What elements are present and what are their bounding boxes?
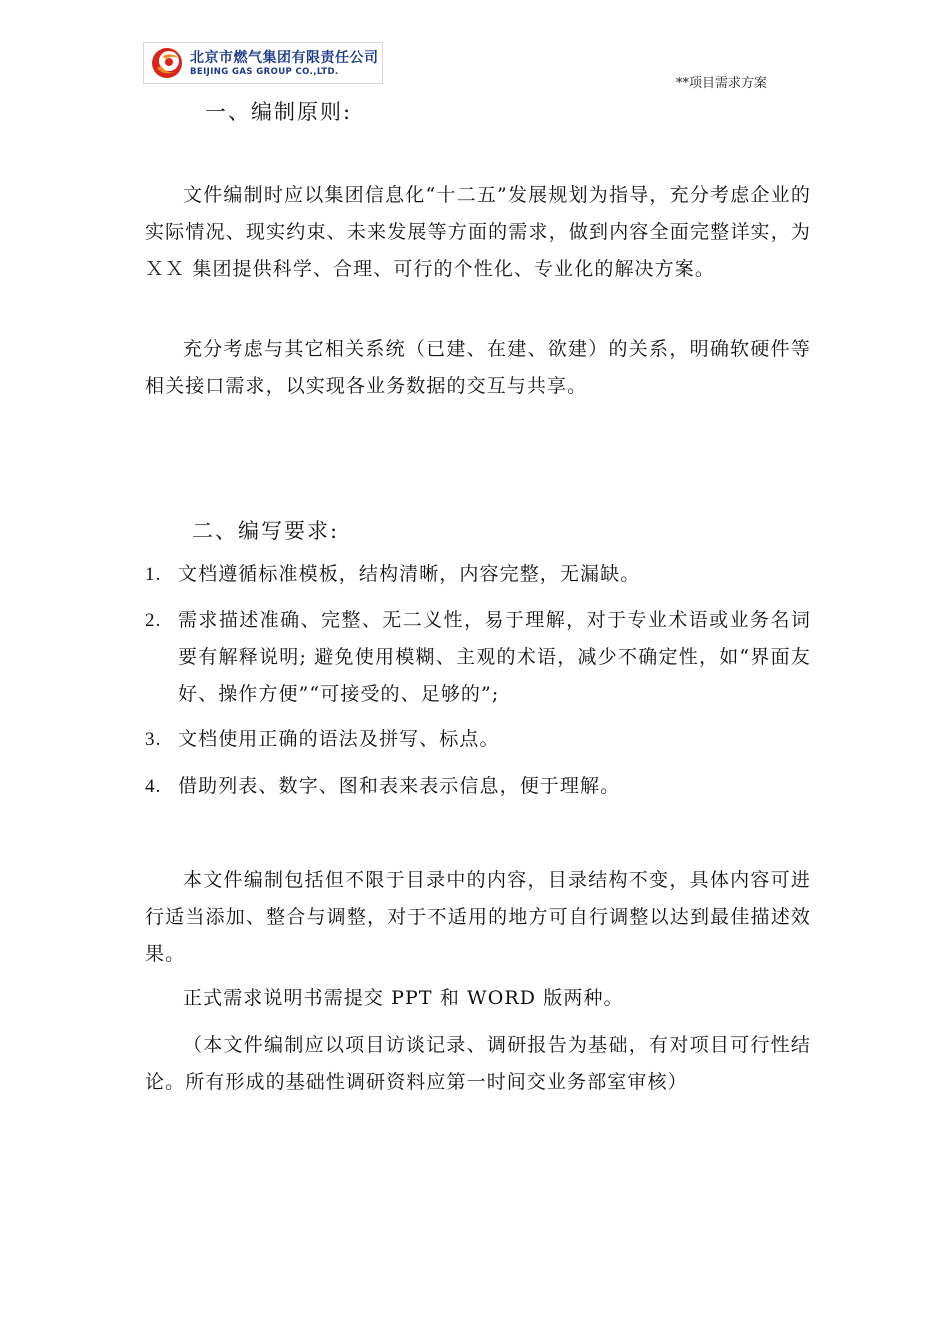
section1-paragraph-1: 文件编制时应以集团信息化“十二五”发展规划为指导，充分考虑企业的实际情况、现实约束、未来发展等方面的需求，做到内容全面完整详实，为ＸＸ 集团提供科学、合理、可行的个性化、专业化的解决方案。 xyxy=(145,184,811,280)
document-label: **项目需求方案 xyxy=(676,76,768,91)
logo-chinese-name: 北京市燃气集团有限责任公司 xyxy=(190,50,379,66)
company-logo xyxy=(143,42,383,84)
flame-logo-icon xyxy=(149,46,185,80)
list-item-number: 1. xyxy=(145,564,162,585)
list-item xyxy=(145,721,811,758)
page-header xyxy=(0,0,950,90)
list-item-number: 4. xyxy=(145,776,162,797)
section1-heading: 一、编制原则: xyxy=(205,100,353,124)
section2-heading: 二、编写要求: xyxy=(192,519,340,543)
list-item-text: 文档遵循标准模板，结构清晰，内容完整，无漏缺。 xyxy=(178,563,641,585)
list-item xyxy=(145,602,811,713)
list-item-number: 2. xyxy=(145,610,162,631)
list-item-text: 需求描述准确、完整、无二义性，易于理解，对于专业术语或业务名词要有解释说明; 避免使用模糊、主观的术语，减少不确定性，如“界面友好、操作方便”“可接受的、足够的”; xyxy=(178,609,811,705)
section2-paragraph-3: （本文件编制应以项目访谈记录、调研报告为基础，有对项目可行性结论。所有形成的基础性调研资料应第一时间交业务部室审核） xyxy=(145,1034,811,1093)
list-item-text: 借助列表、数字、图和表来表示信息，便于理解。 xyxy=(178,775,621,797)
list-item-number: 3. xyxy=(145,729,162,750)
logo-english-name: BEIJING GAS GROUP CO.,LTD. xyxy=(190,67,339,77)
list-item-text: 文档使用正确的语法及拼写、标点。 xyxy=(178,728,500,750)
list-item xyxy=(145,768,811,805)
section1-paragraph-2: 充分考虑与其它相关系统（已建、在建、欲建）的关系，明确软硬件等相关接口需求，以实现各业务数据的交互与共享。 xyxy=(145,338,811,397)
section2-paragraph-1: 本文件编制包括但不限于目录中的内容，目录结构不变，具体内容可进行适当添加、整合与调整，对于不适用的地方可自行调整以达到最佳描述效果。 xyxy=(145,869,811,965)
list-item xyxy=(145,556,811,593)
section2-paragraph-2: 正式需求说明书需提交 PPT 和 WORD 版两种。 xyxy=(183,987,624,1009)
